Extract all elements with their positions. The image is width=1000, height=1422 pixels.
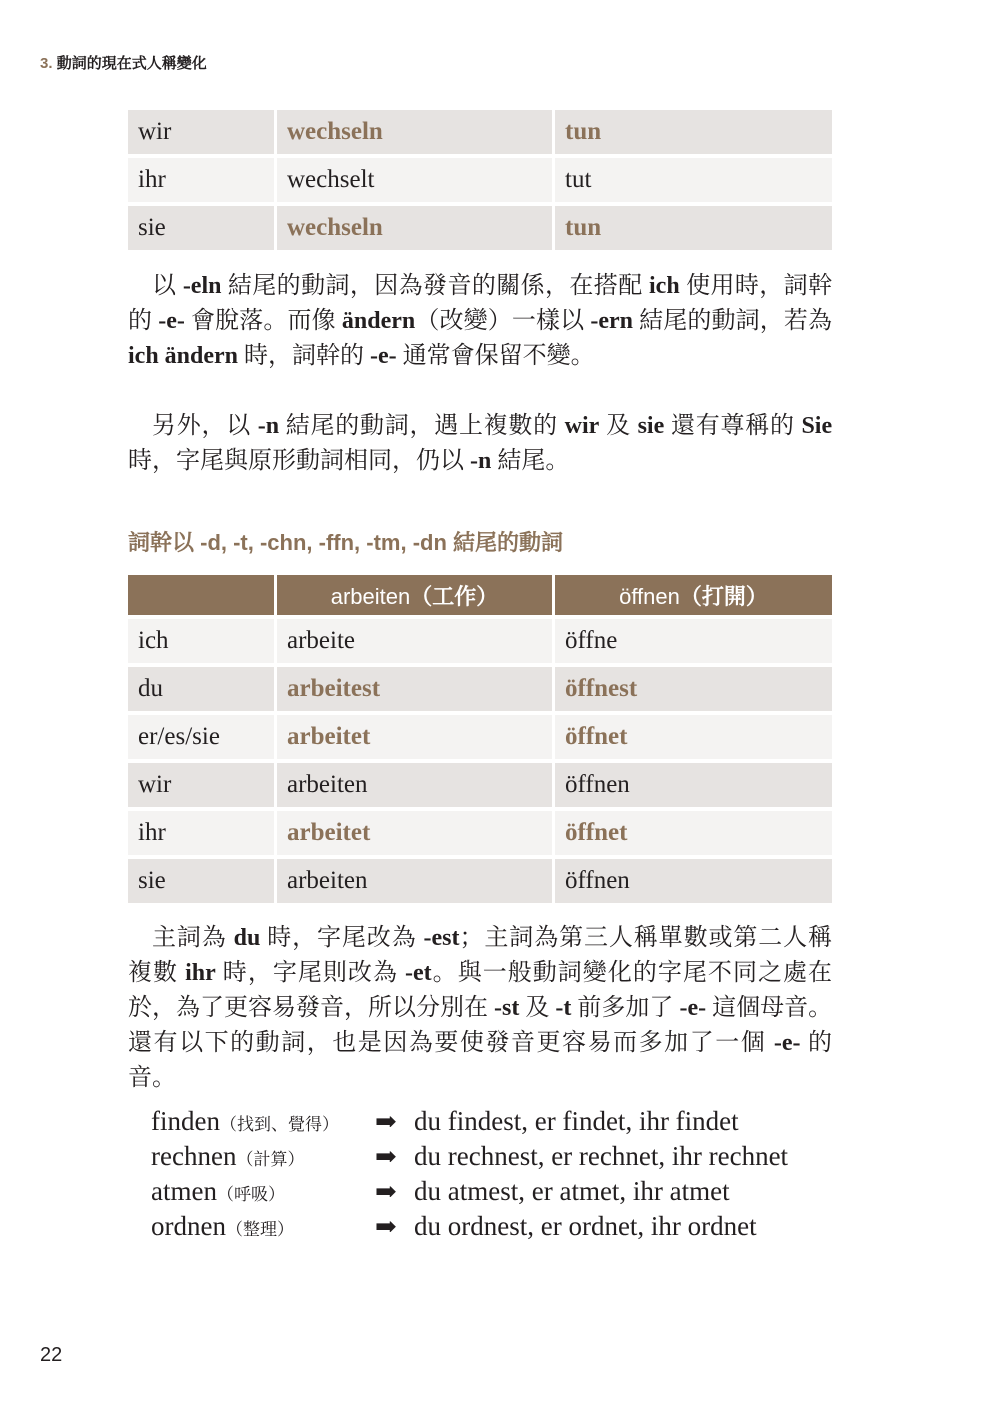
table-row [128, 859, 832, 907]
example-forms: du ordnest, er ordnet, ihr ordnet [414, 1211, 757, 1241]
chapter-number: 3. [40, 55, 53, 72]
text-run: 主詞為 [152, 925, 227, 951]
term: -et [405, 960, 432, 986]
verb-form-cell: tun [555, 206, 832, 254]
term: wir [564, 413, 600, 439]
verb-form-cell: arbeiten [277, 859, 555, 907]
table-row [128, 811, 832, 859]
pronoun-cell: wir [128, 763, 277, 811]
verb-form-cell: arbeitest [277, 667, 555, 715]
table-row [128, 206, 832, 254]
text-run: 以 [152, 273, 177, 299]
header-gloss: （工作） [410, 583, 499, 609]
text-run: 時，字尾改為 [267, 925, 417, 951]
paragraph-est-et [128, 921, 832, 1096]
verb-form-cell: tut [555, 158, 832, 206]
verb-gloss: （找到、覺得） [219, 1115, 339, 1134]
header-verb-oeffnen [555, 575, 832, 619]
example-forms: du findest, er findet, ihr findet [414, 1106, 739, 1136]
conjugation-table-arbeiten-oeffnen [128, 575, 832, 907]
term: du [233, 925, 261, 951]
example-verb [151, 1139, 304, 1177]
verb-form-cell: öffnet [555, 715, 832, 763]
table-row [128, 110, 832, 158]
term: ich [649, 273, 680, 299]
text-run: 時，字尾則改為 [222, 960, 398, 986]
verb-gloss: （整理） [225, 1220, 294, 1239]
right-arrow-icon: ➡ [375, 1107, 397, 1136]
verb-infinitive: rechnen [151, 1141, 237, 1171]
term: -e- [370, 343, 397, 369]
example-verb [151, 1174, 285, 1212]
text-run: 通常會保留不變。 [402, 343, 595, 369]
example-forms: du rechnest, er rechnet, ihr rechnet [414, 1141, 789, 1171]
example-verb [151, 1104, 339, 1142]
term: -eln [182, 273, 222, 299]
table-row [128, 667, 832, 715]
term: -est [423, 925, 460, 951]
text-run: 會脫落。而像 [191, 308, 336, 334]
paragraph-eln-ern [128, 269, 832, 374]
header-verb: arbeiten [330, 583, 411, 609]
text-run: （改變）一樣以 [415, 308, 585, 334]
verb-form-cell: wechseln [277, 206, 555, 254]
pronoun-cell: wir [128, 110, 277, 158]
verb-form-cell: öffnen [555, 859, 832, 907]
paragraph-n-ending [128, 409, 832, 479]
right-arrow-icon: ➡ [375, 1212, 397, 1241]
term: -e- [158, 308, 185, 334]
header-gloss: （打開） [679, 583, 768, 609]
list-item [151, 1139, 841, 1174]
list-item [151, 1209, 841, 1244]
pronoun-cell: ich [128, 619, 277, 667]
verb-infinitive: finden [151, 1106, 220, 1136]
text-run: ；主詞為第三人稱單數或第二人稱複數 [128, 925, 833, 986]
text-run: 使用時，詞幹的 [128, 273, 833, 334]
pronoun-cell: er/es/sie [128, 715, 277, 763]
verb-infinitive: ordnen [151, 1211, 226, 1241]
example-list [151, 1104, 841, 1244]
verb-form-cell: öffnen [555, 763, 832, 811]
text-run: 。與一般動詞變化的字尾不同之處在於，為了更容易發音，所以分別在 [128, 960, 833, 1021]
term: -st [494, 995, 520, 1021]
term: -n [257, 413, 280, 439]
pronoun-cell: sie [128, 206, 277, 254]
verb-form-cell: wechselt [277, 158, 555, 206]
term: -e- [773, 1030, 801, 1056]
verb-gloss: （呼吸） [216, 1185, 285, 1204]
chapter-title: 動詞的現在式人稱變化 [56, 55, 207, 72]
verb-form-cell: arbeite [277, 619, 555, 667]
term: sie [637, 413, 665, 439]
text-run: 另外，以 [152, 413, 251, 439]
running-head [40, 52, 207, 73]
term: ihr [185, 960, 216, 986]
text-run: 時，字尾與原形動詞相同，仍以 [128, 448, 464, 474]
conjugation-table-wechseln-tun [128, 110, 832, 254]
verb-form-cell: öffnet [555, 811, 832, 859]
table-row [128, 715, 832, 763]
text-run: 結尾的動詞，遇上複數的 [285, 413, 558, 439]
text-run: 及 [525, 995, 550, 1021]
text-run: 的音。 [128, 1030, 833, 1091]
list-item [151, 1174, 841, 1209]
term: Sie [801, 413, 833, 439]
verb-form-cell: arbeitet [277, 811, 555, 859]
header-empty-cell [128, 575, 277, 619]
text-run: 這個母音。還有以下的動詞，也是因為要使發音更容易而多加了一個 [128, 995, 833, 1056]
verb-form-cell: öffne [555, 619, 832, 667]
text-run: 及 [606, 413, 631, 439]
verb-infinitive: atmen [151, 1176, 217, 1206]
pronoun-cell: ihr [128, 158, 277, 206]
text-run: 結尾的動詞，因為發音的關係，在搭配 [227, 273, 643, 299]
table-header-row [128, 575, 832, 619]
term: -ern [590, 308, 634, 334]
table-row [128, 158, 832, 206]
table-row [128, 763, 832, 811]
term: ich ändern [128, 343, 239, 369]
text-run: 時，詞幹的 [244, 343, 365, 369]
verb-form-cell: arbeiten [277, 763, 555, 811]
right-arrow-icon: ➡ [375, 1177, 397, 1206]
pronoun-cell: du [128, 667, 277, 715]
verb-gloss: （計算） [236, 1150, 305, 1169]
text-run: 結尾的動詞，若為 [639, 308, 833, 334]
example-verb [151, 1209, 294, 1247]
text-run: 前多加了 [577, 995, 674, 1021]
right-arrow-icon: ➡ [375, 1142, 397, 1171]
verb-form-cell: tun [555, 110, 832, 158]
verb-form-cell: arbeitet [277, 715, 555, 763]
verb-form-cell: wechseln [277, 110, 555, 158]
page-number: 22 [40, 1344, 63, 1366]
pronoun-cell: ihr [128, 811, 277, 859]
verb-form-cell: öffnest [555, 667, 832, 715]
term: ändern [341, 308, 416, 334]
term: -e- [679, 995, 707, 1021]
table-row [128, 619, 832, 667]
header-verb: öffnen [619, 583, 680, 609]
term: -n [470, 448, 492, 474]
example-forms: du atmest, er atmet, ihr atmet [414, 1176, 730, 1206]
header-verb-arbeiten [277, 575, 555, 619]
pronoun-cell: sie [128, 859, 277, 907]
section-title: 詞幹以 -d, -t, -chn, -ffn, -tm, -dn 結尾的動詞 [128, 530, 564, 555]
text-run: 結尾。 [497, 448, 570, 474]
text-run: 還有尊稱的 [671, 413, 795, 439]
term: -t [555, 995, 572, 1021]
list-item [151, 1104, 841, 1139]
